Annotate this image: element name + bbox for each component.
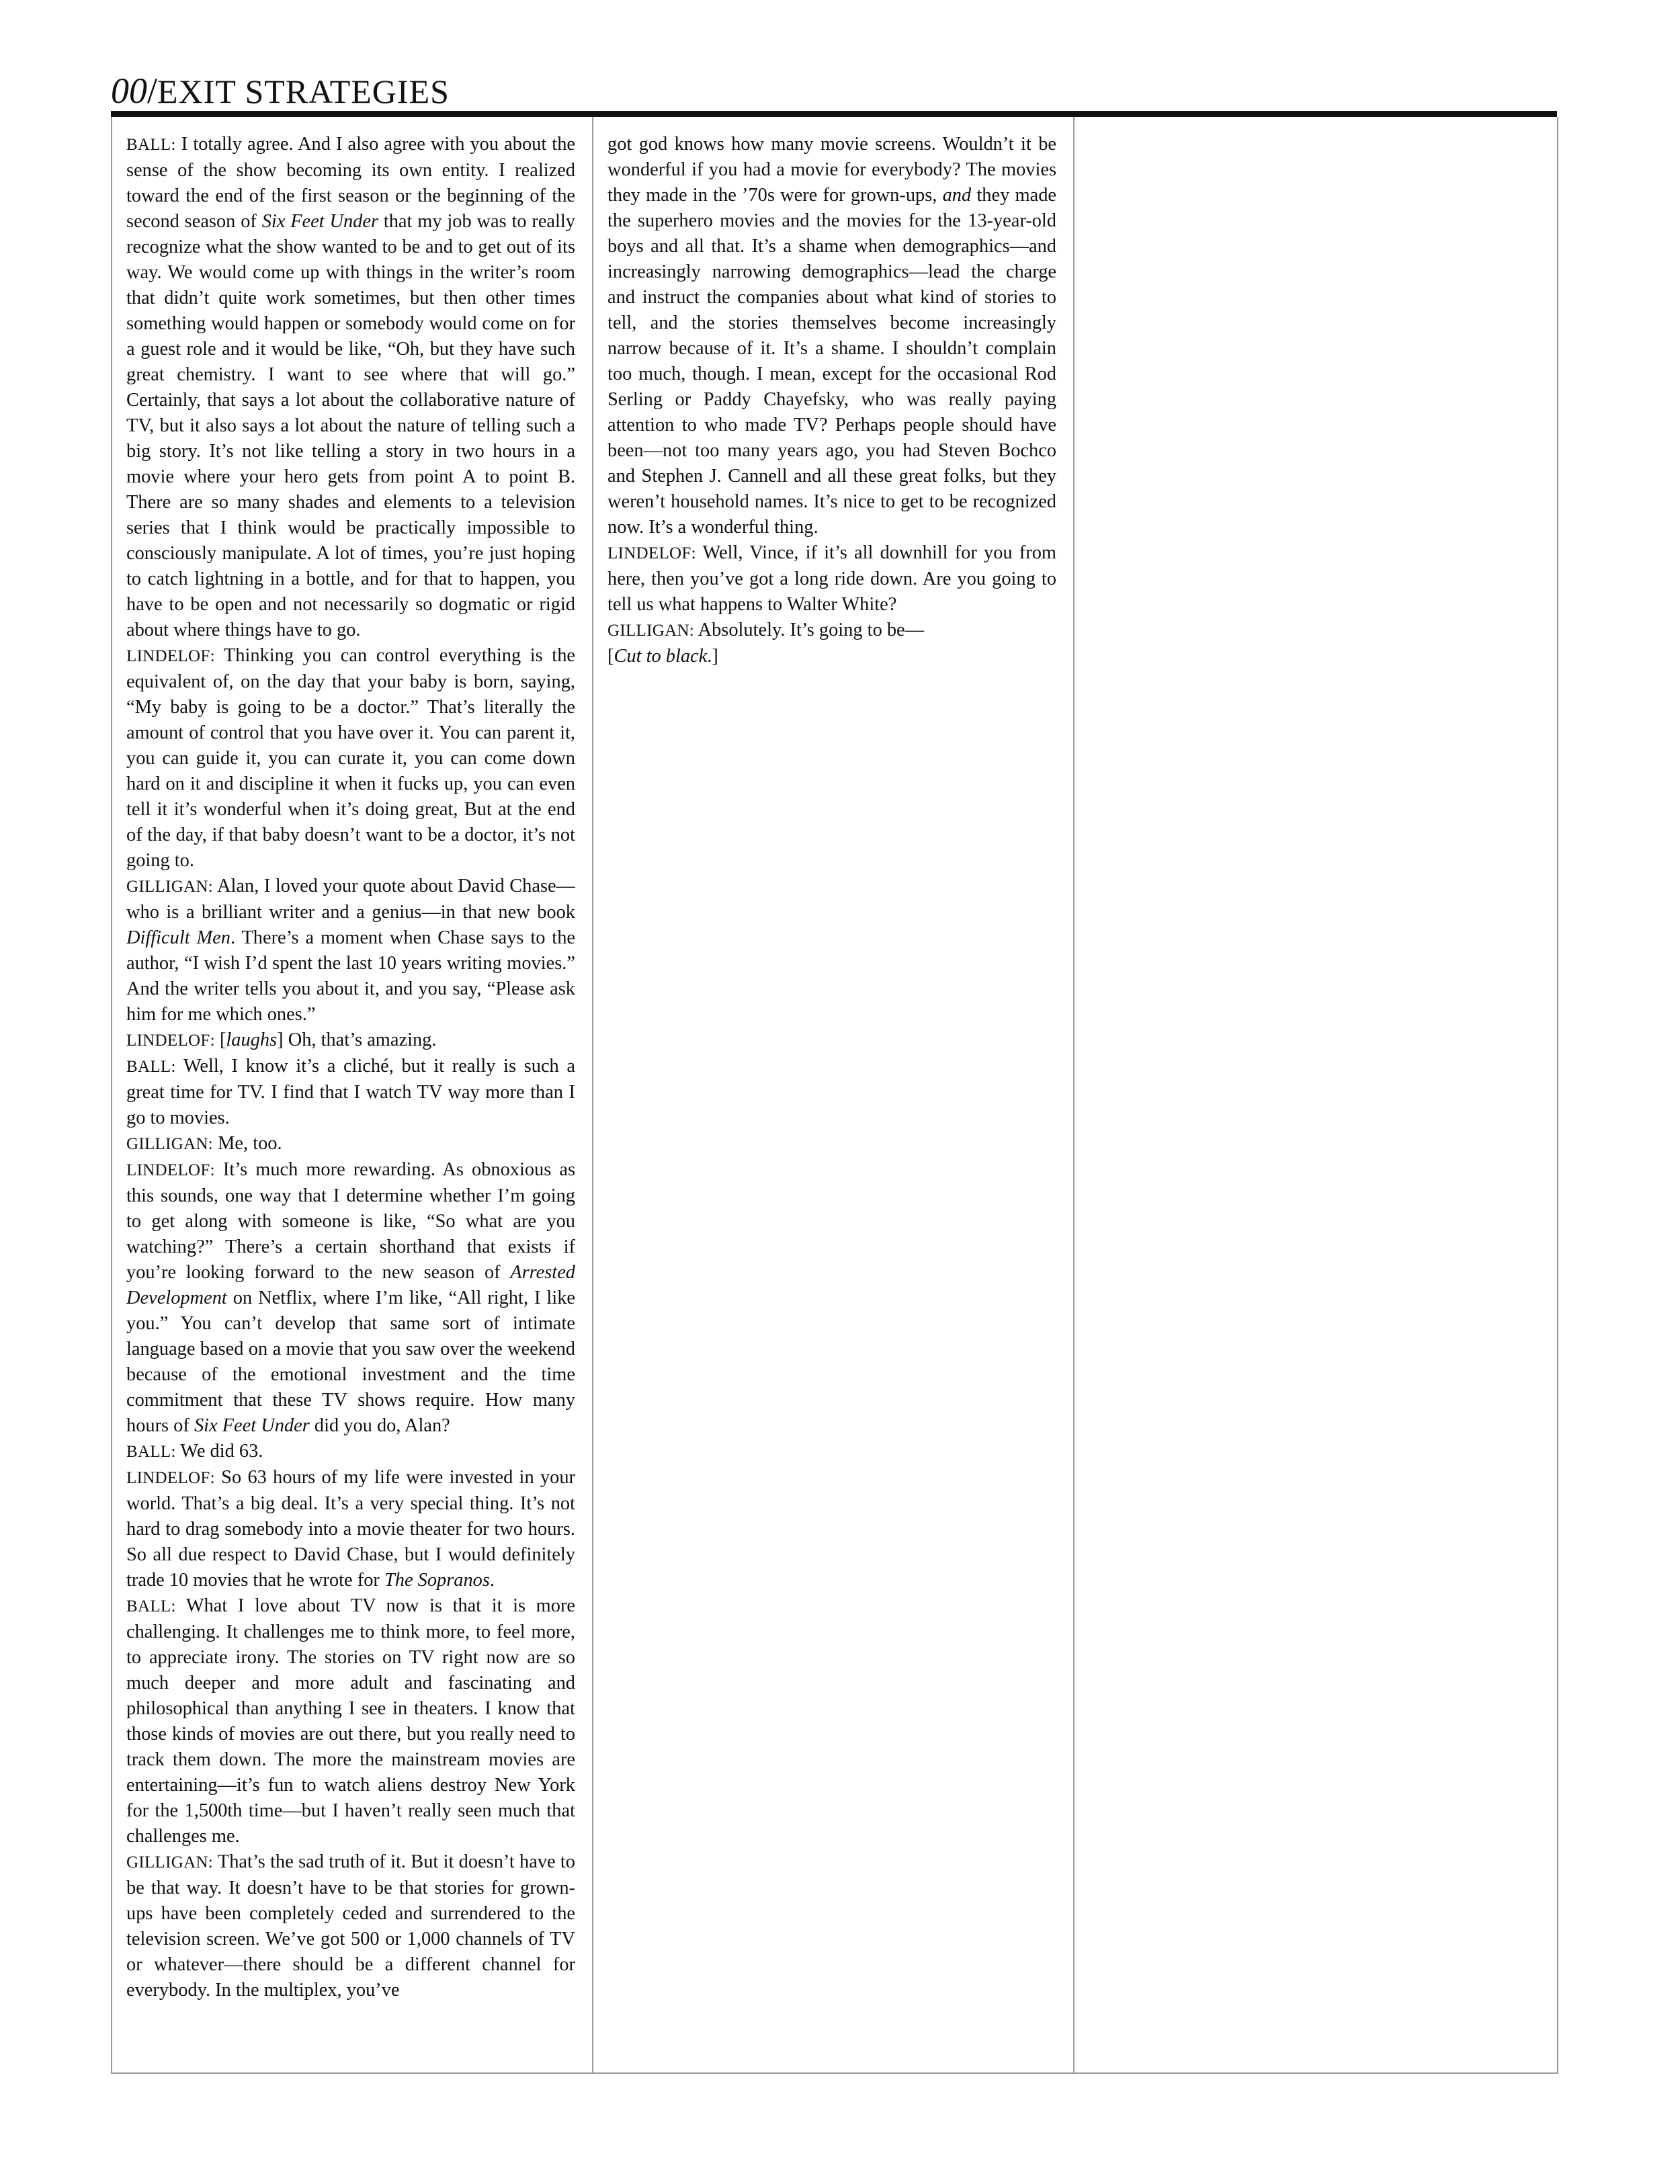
interview-paragraph [126, 1027, 575, 1054]
body-text: It’s much more rewarding. As obnoxious as this sounds, one way that I determine whether I’m going to get along with someone is like, “So what are you watching?” There’s a certain shorthand that exists if you’re looking forward to the new season of [126, 1159, 575, 1283]
speaker-name: LINDELOF: [126, 647, 215, 665]
body-text: that my job was to really recognize what the show wanted to be and to get out of its way. We would come up with things in the writer’s room that didn’t quite work sometimes, but then other times something would happen or somebody would come on for a guest role and it would be like, “Oh, but they have such great chemistry. I want to see where that will go.” Certainly, that says a lot about the collaborative nature of TV, but it also says a lot about the nature of telling such a big story. It’s not like telling a story in two hours in a movie where your hero gets from point A to point B. There are so many shades and elements to a television series that I think would be practically impossible to consciously manipulate. A lot of times, you’re just hoping to catch lightning in a bottle, and for that to happen, you have to be open and not necessarily so dogmatic or rigid about where things have to go. [126, 211, 575, 640]
body-text: I totally agree. And I also agree with you about the sense of the show becoming its own entity. I realized toward the end of the first season or the beginning of the second season of [126, 134, 575, 232]
speaker-name: BALL: [126, 1443, 176, 1461]
interview-paragraph [607, 540, 1056, 618]
italic-text: laughs [226, 1030, 278, 1050]
body-text: [ [607, 646, 614, 667]
italic-text: The Sopranos [384, 1570, 490, 1591]
body-text: . There’s a moment when Chase says to the author, “I wish I’d spent the last 10 years writing movies.” And the writer tells you about it, and you say, “Please ask him for me which ones.” [126, 927, 575, 1025]
interview-paragraph [126, 874, 575, 1027]
body-text: [ [214, 1030, 226, 1050]
body-text: Alan, I loved your quote about David Chase—who is a brilliant writer and a genius—in that new book [126, 876, 575, 923]
italic-text: Arrested Development [126, 1262, 575, 1308]
body-text: Well, Vince, if it’s all downhill for you from here, then you’ve got a long ride down. Are you going to tell us what happens to Walter White? [607, 542, 1056, 615]
text-column-3 [1089, 132, 1538, 2067]
speaker-name: BALL: [126, 1597, 176, 1615]
body-text: Me, too. [213, 1133, 282, 1154]
running-header [111, 67, 450, 114]
speaker-name: LINDELOF: [126, 1032, 215, 1050]
speaker-name: LINDELOF: [126, 1469, 215, 1487]
italic-text: Cut to black [614, 646, 708, 667]
speaker-name: LINDELOF: [126, 1161, 215, 1179]
page-number: 00 [111, 71, 147, 111]
interview-paragraph [607, 132, 1056, 540]
body-text: Well, I know it’s a cliché, but it really is such a great time for TV. I find that I watch TV way more than I go to movies. [126, 1056, 575, 1128]
body-text: they made the superhero movies and the movies for the 13-year-old boys and all that. It’s a shame when demographics—and increasingly narrowing demographics—lead the charge and instruct the companies about what kind of stories to tell, and the stories themselves become increasingly narrow because of it. It’s a shame. I shouldn’t complain too much, though. I mean, except for the occasional Rod Serling or Paddy Chayefsky, who was really paying attention to who made TV? Perhaps people should have been—not too many years ago, you had Steven Bochco and Stephen J. Cannell and all these great folks, but they weren’t household names. It’s nice to get to be recognized now. It’s a wonderful thing. [607, 185, 1056, 538]
column-divider-2 [1073, 117, 1075, 2072]
section-title: EXIT STRATEGIES [157, 73, 450, 110]
interview-paragraph [126, 132, 575, 643]
body-text: ] Oh, that’s amazing. [277, 1030, 437, 1050]
interview-paragraph [607, 644, 1056, 669]
text-column-2 [607, 132, 1056, 2067]
interview-paragraph [126, 1131, 575, 1157]
italic-text: and [942, 185, 972, 206]
body-text: We did 63. [175, 1441, 263, 1462]
body-text: . [489, 1570, 495, 1591]
interview-paragraph [126, 1465, 575, 1593]
interview-paragraph [607, 618, 1056, 644]
column-divider-1 [592, 117, 593, 2072]
body-text: on Netflix, where I’m like, “All right, I like you.” You can’t develop that same sort of intimate language based on a movie that you saw over the weekend because of the emotional investment and the time commitment that these TV shows require. How many hours of [126, 1288, 575, 1436]
italic-text: Six Feet Under [261, 211, 379, 232]
interview-paragraph [126, 1849, 575, 2003]
body-text: Absolutely. It’s going to be— [694, 620, 925, 640]
body-text: got god knows how many movie screens. Wouldn’t it be wonderful if you had a movie for everybody? The movies they made in the ’70s were for grown-ups, [607, 134, 1056, 206]
text-column-1 [126, 132, 575, 2067]
speaker-name: GILLIGAN: [607, 622, 695, 640]
body-text: .] [707, 646, 718, 667]
speaker-name: GILLIGAN: [126, 1135, 214, 1153]
interview-paragraph [126, 1157, 575, 1439]
body-text: That’s the sad truth of it. But it doesn’t have to be that way. It doesn’t have to be that stories for grown-ups have been completely ceded and surrendered to the television screen. We’ve got 500 or 1,000 channels of TV or whatever—there should be a different channel for everybody. In the multiplex, you’ve [126, 1851, 575, 2001]
interview-paragraph [126, 643, 575, 874]
speaker-name: GILLIGAN: [126, 878, 214, 896]
italic-text: Six Feet Under [194, 1415, 310, 1436]
body-text: What I love about TV now is that it is more challenging. It challenges me to think more, to feel more, to appreciate irony. The stories on TV right now are so much deeper and more adult and fascinating and philosophical than anything I see in theaters. I know that those kinds of movies are out there, but you really need to track them down. The more the mainstream movies are entertaining—it’s fun to watch aliens destroy New York for the 1,500th time—but I haven’t really seen much that challenges me. [126, 1595, 575, 1847]
body-text: did you do, Alan? [309, 1415, 450, 1436]
interview-paragraph [126, 1054, 575, 1131]
header-rule [111, 111, 1557, 117]
speaker-name: GILLIGAN: [126, 1853, 214, 1872]
speaker-name: LINDELOF: [607, 544, 696, 562]
italic-text: Difficult Men [126, 927, 230, 948]
interview-paragraph [126, 1593, 575, 1849]
header-separator: / [147, 71, 158, 111]
interview-paragraph [126, 1439, 575, 1465]
speaker-name: BALL: [126, 1058, 176, 1076]
body-text: Thinking you can control everything is the equivalent of, on the day that your baby is born, saying, “My baby is going to be a doctor.” That’s literally the amount of control that you have over it. You can parent it, you can guide it, you can curate it, you can come down hard on it and discipline it when it fucks up, you can even tell it it’s wonderful when it’s doing great, But at the end of the day, if that baby doesn’t want to be a doctor, it’s not going to. [126, 645, 575, 871]
body-text: So 63 hours of my life were invested in your world. That’s a big deal. It’s a very special thing. It’s not hard to drag somebody into a movie theater for two hours. So all due respect to David Chase, but I would definitely trade 10 movies that he wrote for [126, 1467, 575, 1591]
speaker-name: BALL: [126, 136, 176, 154]
